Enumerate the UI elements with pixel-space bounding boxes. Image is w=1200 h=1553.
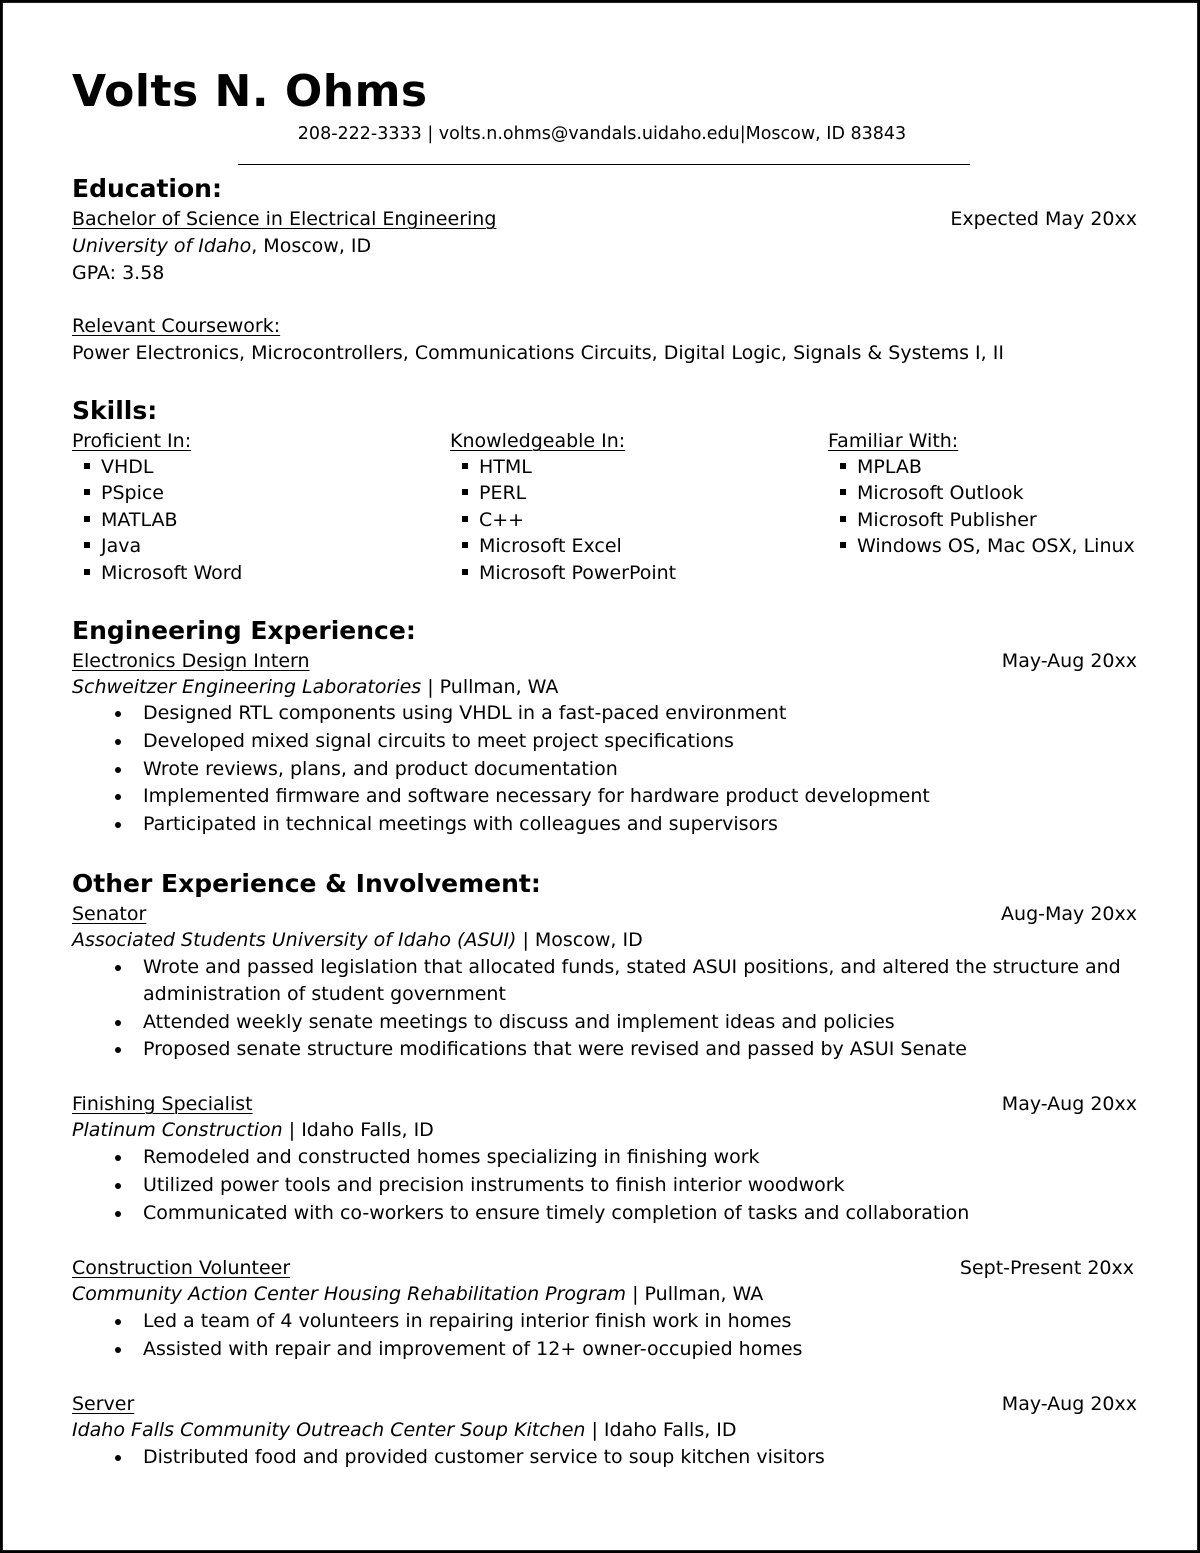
bullet-item: Communicated with co-workers to ensure timely completion of tasks and collaboration bbox=[107, 1200, 1153, 1228]
skill-item: HTML bbox=[450, 454, 676, 480]
gpa: GPA: 3.58 bbox=[72, 262, 165, 284]
job-location: | Idaho Falls, ID bbox=[282, 1119, 434, 1141]
job-date: May-Aug 20xx bbox=[1001, 650, 1137, 672]
bullet-icon bbox=[115, 1020, 121, 1026]
bullet-icon bbox=[115, 822, 121, 828]
skills-column-knowledgeable bbox=[450, 428, 676, 586]
skills-column-title: Proficient In: bbox=[72, 430, 192, 452]
bullet-icon bbox=[115, 711, 121, 717]
square-bullet-icon bbox=[462, 489, 468, 495]
job-location: | Pullman, WA bbox=[421, 676, 559, 698]
skill-item: C++ bbox=[450, 507, 676, 533]
school-name: University of Idaho bbox=[72, 235, 252, 257]
job-location: | Moscow, ID bbox=[516, 929, 643, 951]
job-bullets bbox=[107, 1144, 1153, 1227]
skill-item: VHDL bbox=[72, 454, 242, 480]
skill-item: Microsoft Word bbox=[72, 560, 242, 586]
square-bullet-icon bbox=[84, 569, 90, 575]
square-bullet-icon bbox=[84, 516, 90, 522]
job-date: May-Aug 20xx bbox=[1001, 1093, 1137, 1115]
resume-name: Volts N. Ohms bbox=[72, 66, 428, 117]
school-location: , Moscow, ID bbox=[251, 235, 372, 257]
job-org-line bbox=[72, 674, 558, 700]
contact-info: 208-222-3333 | volts.n.ohms@vandals.uidaho.edu|Moscow, ID 83843 bbox=[297, 124, 907, 144]
job-title: Server bbox=[72, 1393, 135, 1415]
skills-column-title: Familiar With: bbox=[828, 430, 959, 452]
bullet-item: Remodeled and constructed homes specializing in finishing work bbox=[107, 1144, 1153, 1172]
education-heading: Education: bbox=[72, 174, 222, 203]
square-bullet-icon bbox=[462, 516, 468, 522]
bullet-item: Assisted with repair and improvement of 12+ owner-occupied homes bbox=[107, 1336, 1153, 1364]
square-bullet-icon bbox=[462, 542, 468, 548]
square-bullet-icon bbox=[84, 542, 90, 548]
degree-title: Bachelor of Science in Electrical Engineering bbox=[72, 208, 497, 230]
coursework-label: Relevant Coursework: bbox=[72, 315, 281, 337]
bullet-icon bbox=[115, 767, 121, 773]
job-org: Schweitzer Engineering Laboratories bbox=[72, 676, 422, 698]
skill-item: PSpice bbox=[72, 480, 242, 506]
bullet-icon bbox=[115, 1455, 121, 1461]
coursework-list: Power Electronics, Microcontrollers, Communications Circuits, Digital Logic, Signals & Systems I, II bbox=[72, 342, 1004, 364]
skills-column-proficient bbox=[72, 428, 242, 586]
header-divider bbox=[238, 164, 970, 165]
job-date: Aug-May 20xx bbox=[1001, 903, 1137, 925]
job-location: | Idaho Falls, ID bbox=[585, 1419, 737, 1441]
job-org: Platinum Construction bbox=[72, 1119, 283, 1141]
skill-item: Microsoft PowerPoint bbox=[450, 560, 676, 586]
skills-column-title: Knowledgeable In: bbox=[450, 430, 626, 452]
job-location: | Pullman, WA bbox=[626, 1283, 764, 1305]
job-org: Community Action Center Housing Rehabilitation Program bbox=[72, 1283, 627, 1305]
bullet-item: Wrote and passed legislation that allocated funds, stated ASUI positions, and altered the structure and administration of student government bbox=[107, 954, 1153, 1009]
job-title: Senator bbox=[72, 903, 147, 925]
job-org-line bbox=[72, 1117, 434, 1143]
skill-item: Microsoft Outlook bbox=[828, 480, 1135, 506]
skills-heading: Skills: bbox=[72, 396, 158, 425]
bullet-item: Proposed senate structure modifications that were revised and passed by ASUI Senate bbox=[107, 1036, 1153, 1064]
skills-column-familiar bbox=[828, 428, 1135, 560]
job-org: Associated Students University of Idaho (ASUI) bbox=[72, 929, 517, 951]
engineering-heading: Engineering Experience: bbox=[72, 616, 416, 645]
bullet-item: Utilized power tools and precision instruments to finish interior woodwork bbox=[107, 1172, 1153, 1200]
job-date: May-Aug 20xx bbox=[1001, 1393, 1137, 1415]
job-title: Construction Volunteer bbox=[72, 1257, 291, 1279]
bullet-item: Attended weekly senate meetings to discuss and implement ideas and policies bbox=[107, 1009, 1153, 1037]
bullet-icon bbox=[115, 1319, 121, 1325]
square-bullet-icon bbox=[84, 463, 90, 469]
bullet-item: Implemented firmware and software necessary for hardware product development bbox=[107, 783, 1153, 811]
square-bullet-icon bbox=[840, 516, 846, 522]
school-line bbox=[72, 233, 371, 259]
degree-date: Expected May 20xx bbox=[950, 208, 1137, 230]
bullet-item: Distributed food and provided customer service to soup kitchen visitors bbox=[107, 1444, 1153, 1472]
bullet-item: Participated in technical meetings with colleagues and supervisors bbox=[107, 811, 1153, 839]
skill-item: MPLAB bbox=[828, 454, 1135, 480]
square-bullet-icon bbox=[462, 569, 468, 575]
bullet-icon bbox=[115, 1047, 121, 1053]
bullet-icon bbox=[115, 739, 121, 745]
job-bullets bbox=[107, 700, 1153, 839]
job-org-line bbox=[72, 1281, 763, 1307]
bullet-item: Led a team of 4 volunteers in repairing interior finish work in homes bbox=[107, 1308, 1153, 1336]
square-bullet-icon bbox=[84, 489, 90, 495]
bullet-icon bbox=[115, 1211, 121, 1217]
bullet-icon bbox=[115, 1183, 121, 1189]
other-experience-heading: Other Experience & Involvement: bbox=[72, 869, 541, 898]
square-bullet-icon bbox=[840, 463, 846, 469]
job-title: Electronics Design Intern bbox=[72, 650, 310, 672]
bullet-icon bbox=[115, 1155, 121, 1161]
skill-item: Microsoft Excel bbox=[450, 533, 676, 559]
square-bullet-icon bbox=[840, 542, 846, 548]
skill-item: Java bbox=[72, 533, 242, 559]
bullet-icon bbox=[115, 794, 121, 800]
job-org-line bbox=[72, 927, 643, 953]
job-title: Finishing Specialist bbox=[72, 1093, 253, 1115]
job-bullets bbox=[107, 954, 1153, 1064]
skill-item: MATLAB bbox=[72, 507, 242, 533]
bullet-item: Wrote reviews, plans, and product documentation bbox=[107, 756, 1153, 784]
bullet-item: Designed RTL components using VHDL in a fast-paced environment bbox=[107, 700, 1153, 728]
skill-item: Windows OS, Mac OSX, Linux bbox=[828, 533, 1135, 559]
square-bullet-icon bbox=[840, 489, 846, 495]
job-org: Idaho Falls Community Outreach Center Soup Kitchen bbox=[72, 1419, 586, 1441]
job-bullets bbox=[107, 1444, 1153, 1472]
bullet-item: Developed mixed signal circuits to meet project specifications bbox=[107, 728, 1153, 756]
square-bullet-icon bbox=[462, 463, 468, 469]
bullet-icon bbox=[115, 965, 121, 971]
job-date: Sept-Present 20xx bbox=[959, 1257, 1134, 1279]
bullet-icon bbox=[115, 1347, 121, 1353]
skill-item: PERL bbox=[450, 480, 676, 506]
skill-item: Microsoft Publisher bbox=[828, 507, 1135, 533]
job-bullets bbox=[107, 1308, 1153, 1364]
job-org-line bbox=[72, 1417, 737, 1443]
